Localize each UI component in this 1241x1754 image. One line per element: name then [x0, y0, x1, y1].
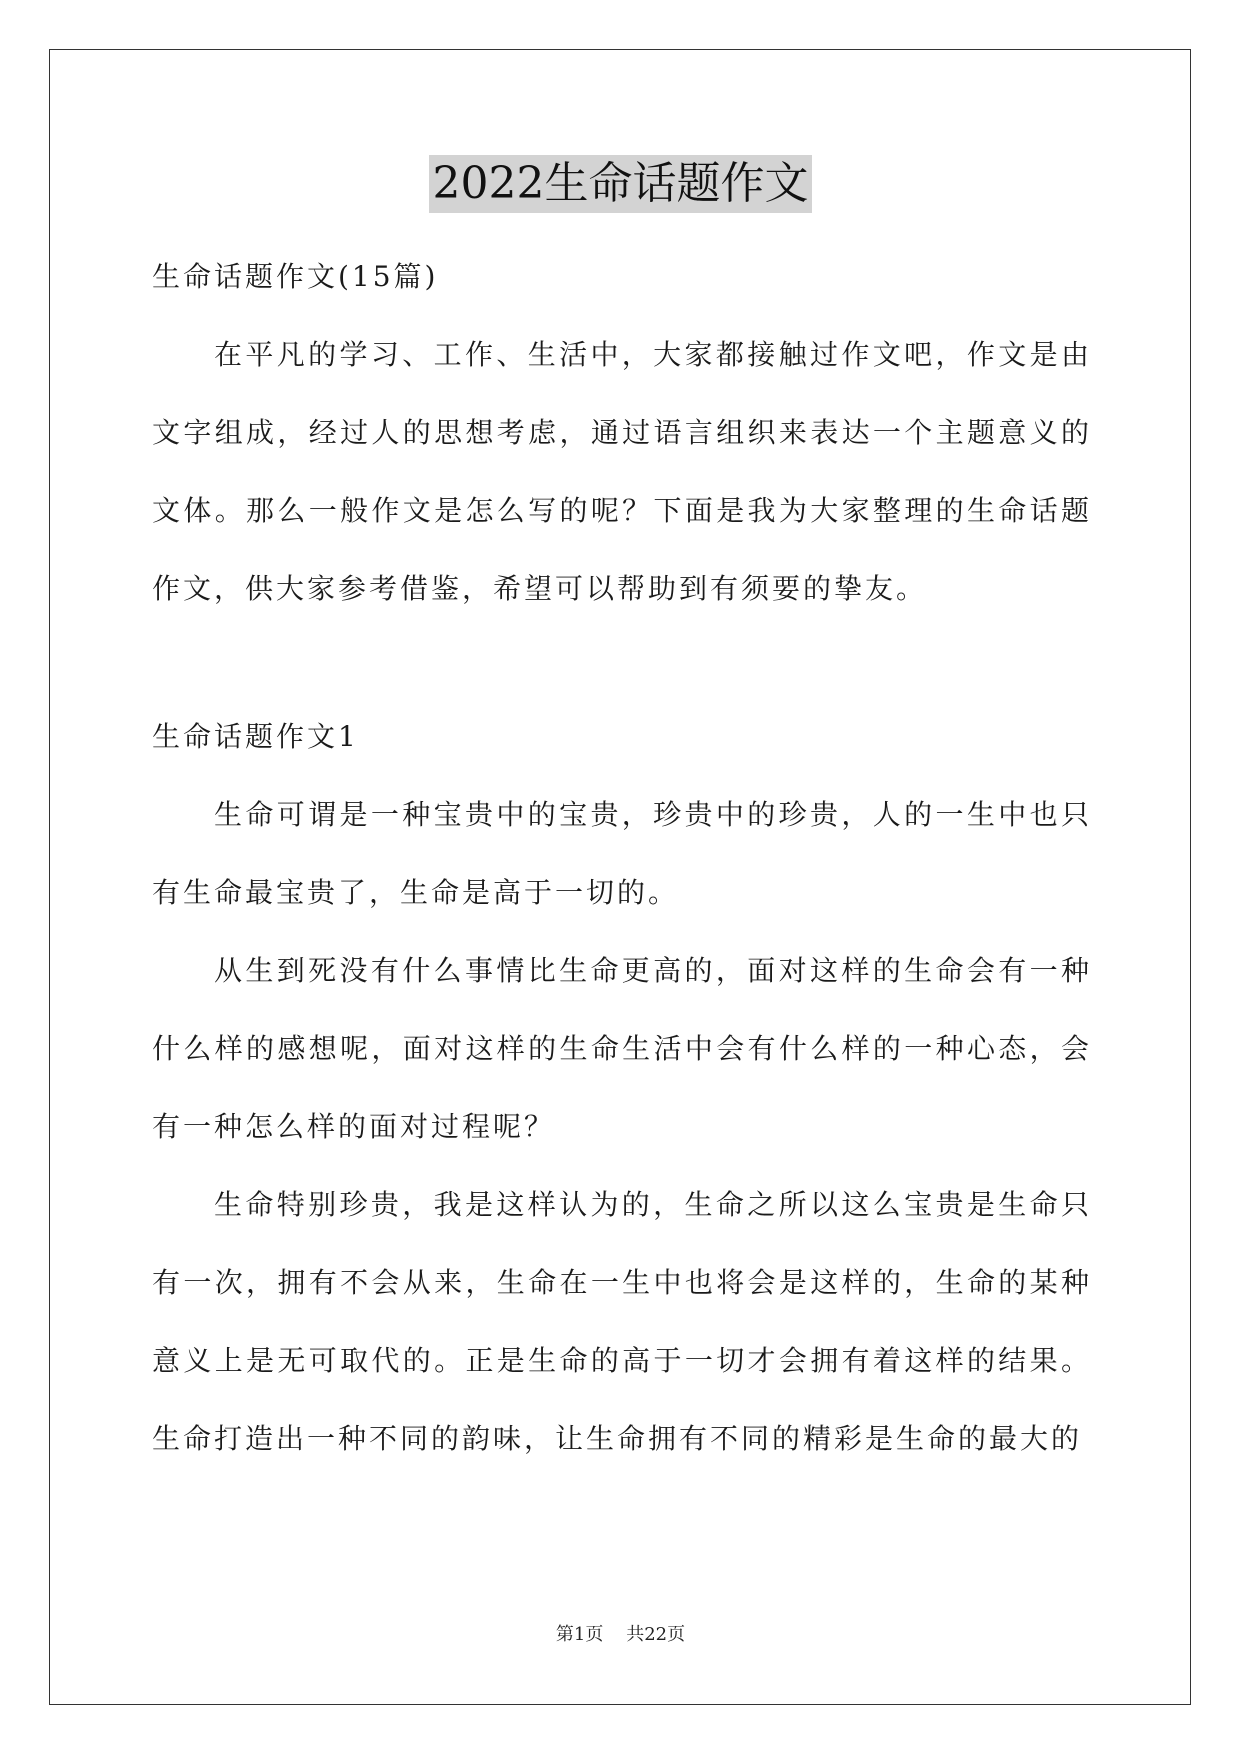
- title-container: [0, 155, 1241, 213]
- page-number: 第1页: [555, 1624, 604, 1645]
- document-body: [152, 238, 1092, 1478]
- body-paragraph: 从生到死没有什么事情比生命更高的，面对这样的生命会有一种什么样的感想呢，面对这样的生命生活中会有什么样的一种心态，会有一种怎么样的面对过程呢？: [152, 954, 1092, 1143]
- section-heading: 生命话题作文1: [152, 720, 359, 753]
- page-footer: [0, 1620, 1241, 1646]
- article-subtitle: 生命话题作文(15篇): [152, 260, 439, 293]
- intro-paragraph: 在平凡的学习、工作、生活中，大家都接触过作文吧，作文是由文字组成，经过人的思想考虑，通过语言组织来表达一个主题意义的文体。那么一般作文是怎么写的呢？下面是我为大家整理的生命话题作文，供大家参考借鉴，希望可以帮助到有须要的挚友。: [152, 338, 1092, 605]
- page-total: 共22页: [626, 1624, 686, 1645]
- body-paragraph: 生命特别珍贵，我是这样认为的，生命之所以这么宝贵是生命只有一次，拥有不会从来，生命在一生中也将会是这样的，生命的某种意义上是无可取代的。正是生命的高于一切才会拥有着这样的结果。生命打造出一种不同的韵味，让生命拥有不同的精彩是生命的最大的: [152, 1188, 1092, 1455]
- body-paragraph: 生命可谓是一种宝贵中的宝贵，珍贵中的珍贵，人的一生中也只有生命最宝贵了，生命是高于一切的。: [152, 798, 1092, 909]
- document-title: 2022生命话题作文: [429, 155, 813, 213]
- footer-spacer: [603, 1624, 626, 1645]
